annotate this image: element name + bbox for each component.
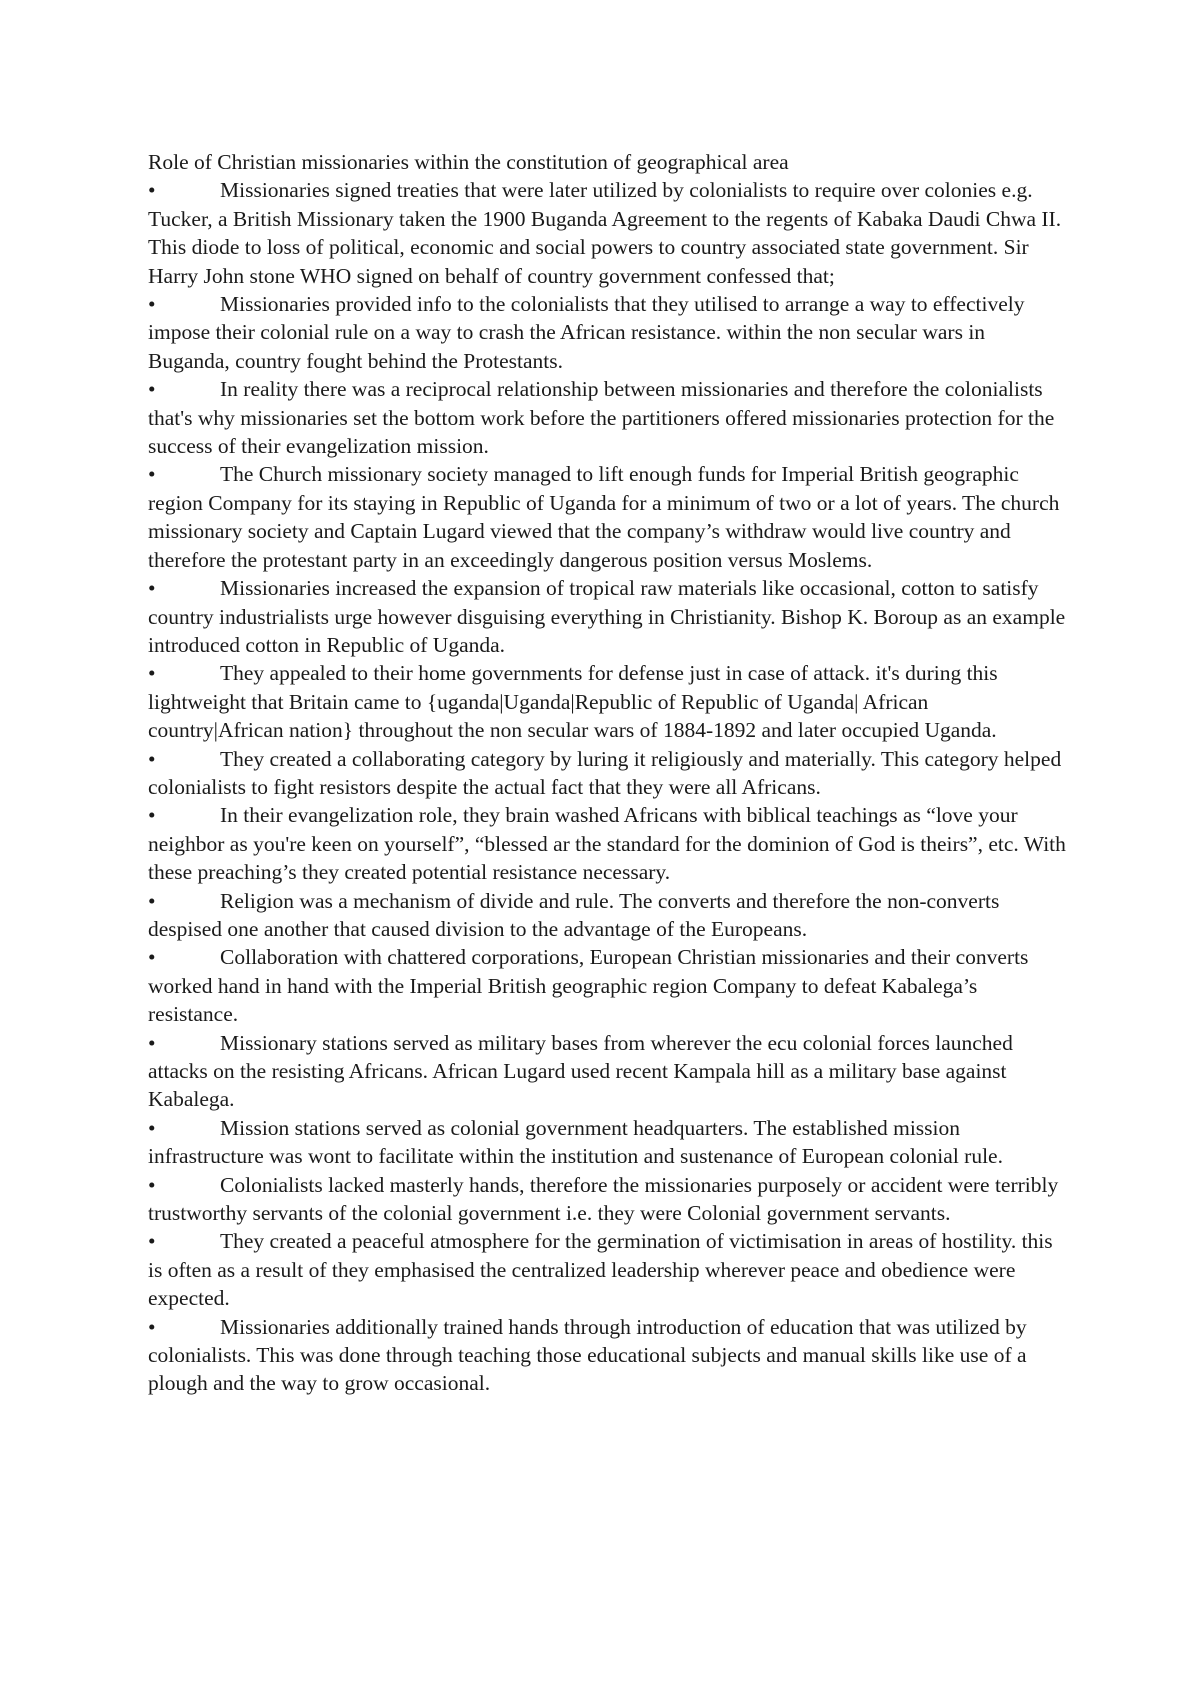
list-item [148, 1227, 1068, 1312]
list-item [148, 801, 1068, 886]
list-item-text: They created a collaborating category by luring it religiously and materially. This category helped colonialists to fight resistors despite the actual fact that they were all Africans. [148, 746, 1062, 799]
list-item [148, 887, 1068, 944]
list-item-text: Missionaries signed treaties that were later utilized by colonialists to require over colonies e.g. Tucker, a British Missionary taken the 1900 Buganda Agreement to the regents of Kabaka Daudi Chwa II. This diode to loss of political, economic and social powers to country associated state government. Sir Harry John stone WHO signed on behalf of country government confessed that; [148, 178, 1062, 288]
bullet-marker: • [148, 661, 156, 686]
bullet-marker: • [148, 1172, 156, 1197]
bullet-marker: • [148, 292, 156, 317]
list-item-text: They appealed to their home governments for defense just in case of attack. it's during this lightweight that Britain came to {uganda|Uganda|Republic of Republic of Uganda| African country|African nation} throughout the non secular wars of 1884-1892 and later occupied Uganda. [148, 661, 998, 743]
bullet-marker: • [148, 178, 156, 203]
list-item-text: In their evangelization role, they brain washed Africans with biblical teachings as “love your neighbor as you're keen on yourself”, “blessed ar the standard for the dominion of God is theirs”, etc. With these preaching’s they created potential resistance necessary. [148, 803, 1066, 885]
list-item [148, 176, 1068, 290]
list-item [148, 1114, 1068, 1171]
bullet-marker: • [148, 462, 156, 487]
list-item [148, 290, 1068, 375]
bullet-list [148, 176, 1068, 1397]
list-item-text: Religion was a mechanism of divide and rule. The converts and therefore the non-converts despised one another that caused division to the advantage of the Europeans. [148, 888, 1000, 941]
list-item-text: In reality there was a reciprocal relationship between missionaries and therefore the colonialists that's why missionaries set the bottom work before the partitioners offered missionaries protection for the success of their evangelization mission. [148, 377, 1055, 459]
list-item [148, 745, 1068, 802]
list-item [148, 460, 1068, 574]
bullet-marker: • [148, 803, 156, 828]
list-item-text: Missionaries additionally trained hands through introduction of education that was utilized by colonialists. This was done through teaching those educational subjects and manual skills like use of a plough and the way to grow occasional. [148, 1314, 1027, 1396]
list-item-text: Mission stations served as colonial government headquarters. The established mission infrastructure was wont to facilitate within the institution and sustenance of European colonial rule. [148, 1115, 1003, 1169]
document-title: Role of Christian missionaries within the constitution of geographical area [148, 150, 789, 174]
document-body [148, 148, 1068, 1398]
list-item-text: They created a peaceful atmosphere for the germination of victimisation in areas of hostility. this is often as a result of they emphasised the centralized leadership wherever peace and obedience were expected. [148, 1229, 1053, 1311]
list-item [148, 659, 1068, 744]
list-item [148, 1029, 1068, 1114]
list-item-text: Colonialists lacked masterly hands, therefore the missionaries purposely or accident were terribly trustworthy servants of the colonial government i.e. they were Colonial government servants. [148, 1172, 1059, 1226]
list-item-text: Missionaries increased the expansion of tropical raw materials like occasional, cotton to satisfy country industrialists urge however disguising everything in Christianity. Bishop K. Boroup as an example introduced cotton in Republic of Uganda. [148, 576, 1066, 657]
list-item-text: Missionaries provided info to the colonialists that they utilised to arrange a way to effectively impose their colonial rule on a way to crash the African resistance. within the non secular wars in Buganda, country fought behind the Protestants. [148, 292, 1025, 373]
list-item-text: Collaboration with chattered corporations, European Christian missionaries and their converts worked hand in hand with the Imperial British geographic region Company to defeat Kabalega’s resistance. [148, 945, 1029, 1027]
list-item [148, 943, 1068, 1028]
bullet-marker: • [148, 1229, 156, 1254]
list-item [148, 1171, 1068, 1228]
list-item-text: Missionary stations served as military bases from wherever the ecu colonial forces launched attacks on the resisting Africans. African Lugard used recent Kampala hill as a military base against Kabalega. [148, 1030, 1013, 1112]
list-item-text: The Church missionary society managed to lift enough funds for Imperial British geographic region Company for its staying in Republic of Uganda for a minimum of two or a lot of years. The church missionary society and Captain Lugard viewed that the company’s withdraw would live country and therefore the protestant party in an exceedingly dangerous position versus Moslems. [148, 462, 1060, 572]
bullet-marker: • [148, 1030, 156, 1055]
bullet-marker: • [148, 576, 156, 601]
bullet-marker: • [148, 888, 156, 913]
bullet-marker: • [148, 1314, 156, 1339]
bullet-marker: • [148, 377, 156, 402]
bullet-marker: • [148, 945, 156, 970]
bullet-marker: • [148, 1115, 156, 1140]
bullet-marker: • [148, 746, 156, 771]
list-item [148, 574, 1068, 659]
list-item [148, 375, 1068, 460]
list-item [148, 1313, 1068, 1398]
